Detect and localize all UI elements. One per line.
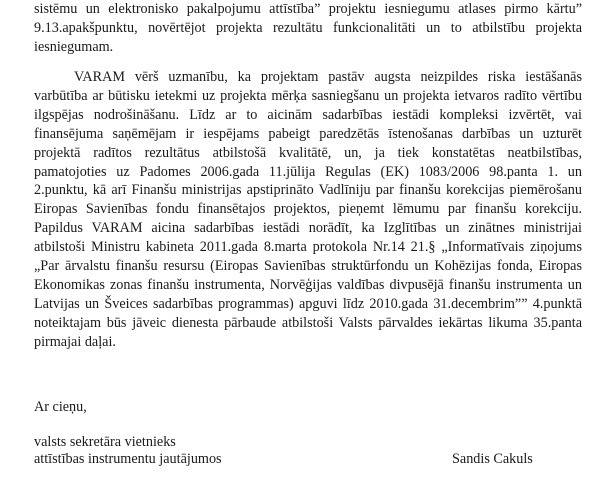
text-line: finansējuma saņēmējam ir iespējams pabeigt paredzētās īstenošanas darbības un uzturēt xyxy=(34,125,582,142)
text-line: atbilstoši Ministru kabineta 2011.gada 8.marta protokola Nr.14 21.§ „Informatīvais ziņojums xyxy=(34,239,582,256)
signatory-title-line: valsts sekretāra vietnieks xyxy=(34,434,176,450)
text-line: Papildus VARAM aicina sadarbības iestādi norādīt, ka Izglītības un zinātnes ministrijai xyxy=(34,220,582,237)
text-line: pamatojoties uz Padomes 2006.gada 11.jūlija Regulas (EK) 1083/2006 98.panta 1. un xyxy=(34,163,582,180)
paragraph-varam-notice xyxy=(34,68,582,352)
text-line: sistēmu un elektronisko pakalpojumu attīstība” projektu iesniegumu atlases pirmo kārtu” xyxy=(34,1,582,17)
closing-salutation: Ar cieņu, xyxy=(34,399,87,415)
text-line: 2.punktu, kā arī Finanšu ministrijas apstiprināto Vadlīniju par finanšu korekcijas piemērošanu xyxy=(34,182,582,199)
signatory-title xyxy=(34,434,222,468)
text-line: pirmajai daļai. xyxy=(34,333,116,350)
text-line: „Par ārvalstu finanšu resursu (Eiropas Savienības struktūrfondu un Kohēzijas fonda, Eiropas xyxy=(34,258,582,275)
text-line: projektā radītos rezultātus atbilstošā kvalitātē, un, ja tiek konstatētas neatbilstības, xyxy=(34,144,582,161)
text-line: iesniegumam. xyxy=(34,38,114,55)
text-line: noteiktajam būs jāveic dienesta pārbaude atbilstoši Valsts pārvaldes iekārtas likuma 35.panta xyxy=(34,314,582,331)
signatory-title-line: attīstības instrumentu jautājumos xyxy=(34,451,222,467)
text-line: Eiropas Savienības fondu finansētajos projektos, pieņemt lēmumu par finanšu korekciju. xyxy=(34,201,582,218)
text-line: varbūtība ar būtisku ietekmi uz projekta mērķa sasniegšanu un projekta ietvaros radīto vērtību xyxy=(34,87,582,104)
text-line: Latvijas un Šveices sadarbības programmas) apguvi līdz 2010.gada 31.decembrim”” 4.punktā xyxy=(34,295,582,312)
signatory-name: Sandis Cakuls xyxy=(452,451,533,467)
paragraph-continuation xyxy=(34,0,582,57)
text-line: ilgspējas nodrošināšanu. Līdz ar to aicinām sadarbības iestādi kompleksi izvērtēt, vai xyxy=(34,106,582,123)
text-line: VARAM vērš uzmanību, ka projektam pastāv augsta neizpildes riska iestāšanās xyxy=(74,69,582,85)
text-line: Ekonomikas zonas finanšu instrumenta, Norvēģijas valdības divpusējā finanšu instrumenta un xyxy=(34,276,582,293)
text-line: 9.13.apakšpunktu, novērtējot projekta rezultātu funkcionalitāti un to atbilstību projekta xyxy=(34,19,582,36)
